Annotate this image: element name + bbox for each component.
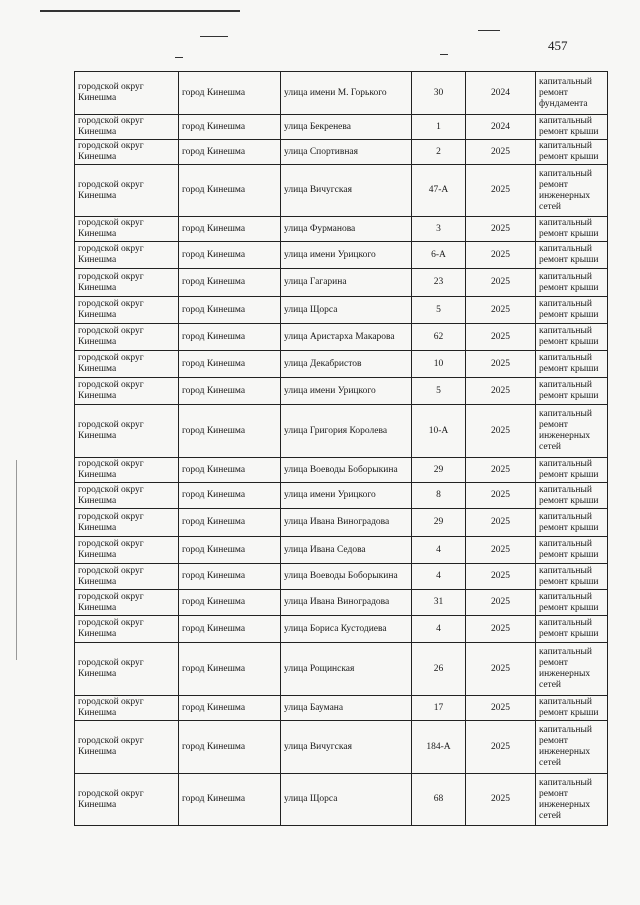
work-type-cell: капитальный ремонт крыши — [536, 351, 608, 378]
district-cell: городской округ Кинешма — [75, 483, 179, 509]
street-cell: улица Вичугская — [281, 165, 412, 217]
year-cell: 2025 — [466, 483, 536, 509]
table-row — [75, 483, 608, 509]
city-cell: город Кинешма — [179, 483, 281, 509]
work-type-cell: капитальный ремонт крыши — [536, 509, 608, 537]
city-cell: город Кинешма — [179, 509, 281, 537]
year-cell: 2025 — [466, 590, 536, 616]
city-cell: город Кинешма — [179, 297, 281, 324]
street-cell: улица Вичугская — [281, 721, 412, 774]
street-cell: улица Бекренева — [281, 115, 412, 140]
work-type-cell: капитальный ремонт крыши — [536, 590, 608, 616]
table-row — [75, 269, 608, 297]
street-cell: улица имени М. Горького — [281, 72, 412, 115]
city-cell: город Кинешма — [179, 140, 281, 165]
street-cell: улица Баумана — [281, 696, 412, 721]
city-cell: город Кинешма — [179, 324, 281, 351]
street-cell: улица имени Урицкого — [281, 483, 412, 509]
table-row — [75, 509, 608, 537]
table-row — [75, 696, 608, 721]
street-cell: улица Григория Королева — [281, 405, 412, 458]
work-type-cell: капитальный ремонт крыши — [536, 458, 608, 483]
street-cell: улица имени Урицкого — [281, 242, 412, 269]
district-cell: городской округ Кинешма — [75, 643, 179, 696]
scan-artifact-margin-line — [16, 460, 17, 660]
house-number-cell: 4 — [412, 537, 466, 564]
work-type-cell: капитальный ремонт инженерных сетей — [536, 643, 608, 696]
year-cell: 2025 — [466, 378, 536, 405]
table-row — [75, 351, 608, 378]
table-row — [75, 297, 608, 324]
house-number-cell: 10-А — [412, 405, 466, 458]
house-number-cell: 62 — [412, 324, 466, 351]
district-cell: городской округ Кинешма — [75, 324, 179, 351]
city-cell: город Кинешма — [179, 165, 281, 217]
repair-schedule-table — [74, 71, 608, 826]
table-row — [75, 721, 608, 774]
house-number-cell: 30 — [412, 72, 466, 115]
city-cell: город Кинешма — [179, 616, 281, 643]
district-cell: городской округ Кинешма — [75, 590, 179, 616]
street-cell: улица Рощинская — [281, 643, 412, 696]
table-row — [75, 564, 608, 590]
district-cell: городской округ Кинешма — [75, 509, 179, 537]
table-row — [75, 774, 608, 826]
district-cell: городской округ Кинешма — [75, 537, 179, 564]
district-cell: городской округ Кинешма — [75, 351, 179, 378]
work-type-cell: капитальный ремонт крыши — [536, 483, 608, 509]
work-type-cell: капитальный ремонт инженерных сетей — [536, 774, 608, 826]
year-cell: 2025 — [466, 564, 536, 590]
table-body — [75, 72, 608, 826]
work-type-cell: капитальный ремонт инженерных сетей — [536, 405, 608, 458]
work-type-cell: капитальный ремонт крыши — [536, 616, 608, 643]
work-type-cell: капитальный ремонт крыши — [536, 297, 608, 324]
district-cell: городской округ Кинешма — [75, 140, 179, 165]
house-number-cell: 17 — [412, 696, 466, 721]
work-type-cell: капитальный ремонт инженерных сетей — [536, 721, 608, 774]
house-number-cell: 68 — [412, 774, 466, 826]
district-cell: городской округ Кинешма — [75, 564, 179, 590]
house-number-cell: 4 — [412, 616, 466, 643]
year-cell: 2025 — [466, 140, 536, 165]
work-type-cell: капитальный ремонт крыши — [536, 217, 608, 242]
street-cell: улица Бориса Кустодиева — [281, 616, 412, 643]
street-cell: улица Щорса — [281, 774, 412, 826]
scan-artifact-dash — [478, 30, 500, 31]
street-cell: улица Гагарина — [281, 269, 412, 297]
city-cell: город Кинешма — [179, 458, 281, 483]
street-cell: улица Ивана Виноградова — [281, 509, 412, 537]
house-number-cell: 5 — [412, 297, 466, 324]
scan-artifact-dash — [440, 54, 448, 55]
house-number-cell: 1 — [412, 115, 466, 140]
street-cell: улица Воеводы Боборыкина — [281, 458, 412, 483]
street-cell: улица Воеводы Боборыкина — [281, 564, 412, 590]
year-cell: 2025 — [466, 721, 536, 774]
house-number-cell: 23 — [412, 269, 466, 297]
table-row — [75, 458, 608, 483]
city-cell: город Кинешма — [179, 405, 281, 458]
district-cell: городской округ Кинешма — [75, 242, 179, 269]
table-row — [75, 115, 608, 140]
year-cell: 2025 — [466, 297, 536, 324]
work-type-cell: капитальный ремонт крыши — [536, 242, 608, 269]
city-cell: город Кинешма — [179, 721, 281, 774]
page-number: 457 — [548, 38, 568, 53]
district-cell: городской округ Кинешма — [75, 115, 179, 140]
district-cell: городской округ Кинешма — [75, 405, 179, 458]
year-cell: 2024 — [466, 115, 536, 140]
street-cell: улица Ивана Виноградова — [281, 590, 412, 616]
work-type-cell: капитальный ремонт крыши — [536, 537, 608, 564]
table-row — [75, 590, 608, 616]
table-row — [75, 537, 608, 564]
district-cell: городской округ Кинешма — [75, 616, 179, 643]
district-cell: городской округ Кинешма — [75, 217, 179, 242]
house-number-cell: 29 — [412, 458, 466, 483]
street-cell: улица имени Урицкого — [281, 378, 412, 405]
table-row — [75, 405, 608, 458]
table-row — [75, 165, 608, 217]
city-cell: город Кинешма — [179, 643, 281, 696]
city-cell: город Кинешма — [179, 242, 281, 269]
scan-artifact-dash — [175, 57, 183, 58]
year-cell: 2025 — [466, 165, 536, 217]
work-type-cell: капитальный ремонт крыши — [536, 324, 608, 351]
city-cell: город Кинешма — [179, 378, 281, 405]
year-cell: 2025 — [466, 405, 536, 458]
city-cell: город Кинешма — [179, 564, 281, 590]
city-cell: город Кинешма — [179, 269, 281, 297]
work-type-cell: капитальный ремонт крыши — [536, 140, 608, 165]
house-number-cell: 47-А — [412, 165, 466, 217]
street-cell: улица Спортивная — [281, 140, 412, 165]
house-number-cell: 2 — [412, 140, 466, 165]
street-cell: улица Ивана Седова — [281, 537, 412, 564]
street-cell: улица Фурманова — [281, 217, 412, 242]
house-number-cell: 5 — [412, 378, 466, 405]
table-row — [75, 242, 608, 269]
house-number-cell: 8 — [412, 483, 466, 509]
district-cell: городской округ Кинешма — [75, 721, 179, 774]
table-row — [75, 324, 608, 351]
table-row — [75, 140, 608, 165]
house-number-cell: 6-А — [412, 242, 466, 269]
street-cell: улица Декабристов — [281, 351, 412, 378]
city-cell: город Кинешма — [179, 590, 281, 616]
year-cell: 2025 — [466, 616, 536, 643]
year-cell: 2025 — [466, 217, 536, 242]
table-row — [75, 616, 608, 643]
street-cell: улица Щорса — [281, 297, 412, 324]
district-cell: городской округ Кинешма — [75, 458, 179, 483]
year-cell: 2024 — [466, 72, 536, 115]
year-cell: 2025 — [466, 351, 536, 378]
district-cell: городской округ Кинешма — [75, 774, 179, 826]
work-type-cell: капитальный ремонт крыши — [536, 378, 608, 405]
work-type-cell: капитальный ремонт крыши — [536, 696, 608, 721]
city-cell: город Кинешма — [179, 115, 281, 140]
district-cell: городской округ Кинешма — [75, 269, 179, 297]
district-cell: городской округ Кинешма — [75, 165, 179, 217]
house-number-cell: 3 — [412, 217, 466, 242]
year-cell: 2025 — [466, 696, 536, 721]
work-type-cell: капитальный ремонт инженерных сетей — [536, 165, 608, 217]
table-row — [75, 217, 608, 242]
district-cell: городской округ Кинешма — [75, 696, 179, 721]
work-type-cell: капитальный ремонт крыши — [536, 115, 608, 140]
year-cell: 2025 — [466, 509, 536, 537]
city-cell: город Кинешма — [179, 217, 281, 242]
year-cell: 2025 — [466, 269, 536, 297]
year-cell: 2025 — [466, 643, 536, 696]
house-number-cell: 10 — [412, 351, 466, 378]
house-number-cell: 184-А — [412, 721, 466, 774]
house-number-cell: 4 — [412, 564, 466, 590]
year-cell: 2025 — [466, 537, 536, 564]
house-number-cell: 29 — [412, 509, 466, 537]
scan-artifact-top-line — [40, 10, 240, 12]
house-number-cell: 26 — [412, 643, 466, 696]
table-row — [75, 643, 608, 696]
scan-artifact-dash — [200, 36, 228, 37]
city-cell: город Кинешма — [179, 537, 281, 564]
city-cell: город Кинешма — [179, 696, 281, 721]
year-cell: 2025 — [466, 774, 536, 826]
district-cell: городской округ Кинешма — [75, 72, 179, 115]
city-cell: город Кинешма — [179, 774, 281, 826]
district-cell: городской округ Кинешма — [75, 297, 179, 324]
city-cell: город Кинешма — [179, 351, 281, 378]
district-cell: городской округ Кинешма — [75, 378, 179, 405]
work-type-cell: капитальный ремонт фундамента — [536, 72, 608, 115]
work-type-cell: капитальный ремонт крыши — [536, 564, 608, 590]
table-row — [75, 72, 608, 115]
city-cell: город Кинешма — [179, 72, 281, 115]
year-cell: 2025 — [466, 242, 536, 269]
street-cell: улица Аристарха Макарова — [281, 324, 412, 351]
year-cell: 2025 — [466, 324, 536, 351]
house-number-cell: 31 — [412, 590, 466, 616]
work-type-cell: капитальный ремонт крыши — [536, 269, 608, 297]
year-cell: 2025 — [466, 458, 536, 483]
table-row — [75, 378, 608, 405]
